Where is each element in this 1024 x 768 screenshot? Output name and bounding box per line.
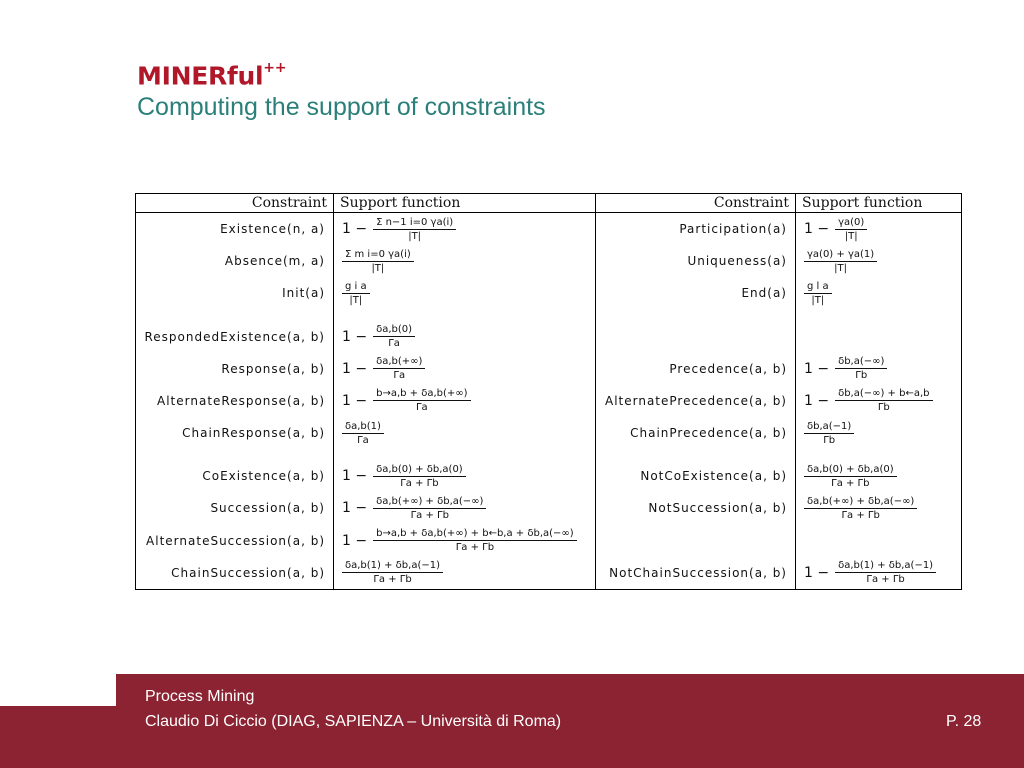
constraint-name: CoExistence(a, b) xyxy=(136,460,334,492)
footer-author: Claudio Di Ciccio (DIAG, SAPIENZA – Università di Roma) xyxy=(145,713,562,730)
constraint-name: AlternateSuccession(a, b) xyxy=(136,524,334,556)
support-function: $\frac{\delta a,b(0) + \delta b,a(0)}{\Gamma a + \Gamma b}$ xyxy=(796,460,962,492)
table-row xyxy=(136,353,962,385)
support-function: 1 − $\frac{b\to a,b + \delta a,b(+\infty)}{\Gamma a}$ xyxy=(334,385,596,417)
support-function: 1 − $\frac{\gamma a(0)}{|T|}$ xyxy=(796,213,962,246)
support-function: $\frac{\gamma a(0) + \gamma a(1)}{|T|}$ xyxy=(796,245,962,277)
header-support-function: Support function xyxy=(796,194,962,213)
constraints-table xyxy=(135,193,962,590)
support-function: $\frac{\text{Σ m i=0 γa(i)}}{|T|}$ xyxy=(334,245,596,277)
slide-title-text: MINERful xyxy=(137,61,264,91)
page-number: P. 28 xyxy=(946,713,982,730)
table-row xyxy=(136,385,962,417)
constraint-name: NotChainSuccession(a, b) xyxy=(596,557,796,590)
support-function: $\frac{\text{g i a}}{|T|}$ xyxy=(334,277,596,309)
table-row xyxy=(136,524,962,556)
slide-subtitle: Computing the support of constraints xyxy=(137,93,546,122)
constraint-name: RespondedExistence(a, b) xyxy=(136,321,334,353)
constraint-name xyxy=(596,524,796,556)
slide-title-block xyxy=(137,55,546,122)
support-function: 1 − $\frac{\delta a,b(+\infty)}{\Gamma a}$ xyxy=(334,353,596,385)
constraint-name xyxy=(596,321,796,353)
support-function: 1 − $\frac{\delta a,b(1) + \delta b,a(-1)}{\Gamma a + \Gamma b}$ xyxy=(796,557,962,590)
constraint-name: ChainSuccession(a, b) xyxy=(136,557,334,590)
table-row xyxy=(136,417,962,449)
table-spacer-row xyxy=(136,309,962,320)
support-function: 1 − $\frac{\delta b,a(-\infty) + b\leftarrow a,b}{\Gamma b}$ xyxy=(796,385,962,417)
constraint-name: AlternatePrecedence(a, b) xyxy=(596,385,796,417)
constraint-name: Uniqueness(a) xyxy=(596,245,796,277)
table-row xyxy=(136,245,962,277)
constraint-name: NotCoExistence(a, b) xyxy=(596,460,796,492)
table-row xyxy=(136,460,962,492)
table-row xyxy=(136,492,962,524)
footer-course: Process Mining xyxy=(145,688,255,705)
support-function: $\frac{\text{g l a}}{|T|}$ xyxy=(796,277,962,309)
header-constraint: Constraint xyxy=(136,194,334,213)
support-function: 1 − $\frac{b\to a,b + \delta a,b(+\infty) + b\leftarrow b,a + \delta b,a(-\infty)}{\Gamma a + \Gamma b}$ xyxy=(334,524,596,556)
constraint-name: Response(a, b) xyxy=(136,353,334,385)
support-function: $\frac{\delta a,b(+\infty) + \delta b,a(-\infty)}{\Gamma a + \Gamma b}$ xyxy=(796,492,962,524)
table-row xyxy=(136,321,962,353)
support-function: $\frac{\delta a,b(1) + \delta b,a(-1)}{\Gamma a + \Gamma b}$ xyxy=(334,557,596,590)
support-function: 1 − $\frac{\delta a,b(0)}{\Gamma a}$ xyxy=(334,321,596,353)
constraint-name: Succession(a, b) xyxy=(136,492,334,524)
support-function: $\frac{\delta a,b(1)}{\Gamma a}$ xyxy=(334,417,596,449)
slide-title-superscript: ++ xyxy=(263,60,287,76)
constraint-name: Absence(m, a) xyxy=(136,245,334,277)
table-spacer-row xyxy=(136,449,962,460)
support-function: 1 − $\frac{\delta a,b(+\infty) + \delta b,a(-\infty)}{\Gamma a + \Gamma b}$ xyxy=(334,492,596,524)
constraint-name: AlternateResponse(a, b) xyxy=(136,385,334,417)
header-support-function: Support function xyxy=(334,194,596,213)
support-function xyxy=(796,524,962,556)
support-function xyxy=(796,321,962,353)
constraint-name: NotSuccession(a, b) xyxy=(596,492,796,524)
table-row xyxy=(136,213,962,246)
constraint-name: Init(a) xyxy=(136,277,334,309)
header-constraint: Constraint xyxy=(596,194,796,213)
constraint-name: Participation(a) xyxy=(596,213,796,246)
table-header-row xyxy=(136,194,962,213)
table-row xyxy=(136,557,962,590)
slide-title xyxy=(137,55,546,92)
support-function: $\frac{\delta b,a(-1)}{\Gamma b}$ xyxy=(796,417,962,449)
constraint-name: Precedence(a, b) xyxy=(596,353,796,385)
support-function: 1 − $\frac{\text{Σ n−1 i=0 γa(i)}}{|T|}$ xyxy=(334,213,596,246)
constraint-name: End(a) xyxy=(596,277,796,309)
table-row xyxy=(136,277,962,309)
constraint-name: ChainPrecedence(a, b) xyxy=(596,417,796,449)
support-function: 1 − $\frac{\delta a,b(0) + \delta b,a(0)}{\Gamma a + \Gamma b}$ xyxy=(334,460,596,492)
support-function: 1 − $\frac{\delta b,a(-\infty)}{\Gamma b}$ xyxy=(796,353,962,385)
constraint-name: Existence(n, a) xyxy=(136,213,334,246)
constraint-name: ChainResponse(a, b) xyxy=(136,417,334,449)
